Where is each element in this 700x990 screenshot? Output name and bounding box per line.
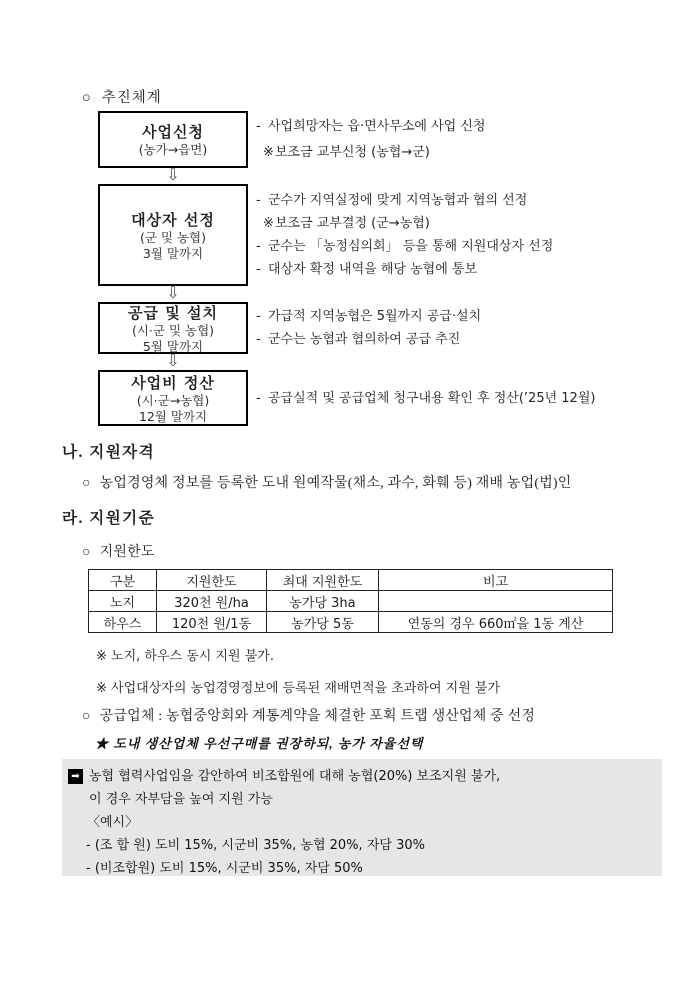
dash-marker: - <box>256 193 261 208</box>
note-text: 보조금 교부결정 (군→농협) <box>275 216 430 231</box>
table-row <box>89 612 613 633</box>
star-note: ★ 도내 생산업체 우선구매를 권장하되, 농가 자율선택 <box>95 736 424 751</box>
dash-marker: - <box>256 332 261 347</box>
limit-table <box>88 569 613 633</box>
notice-line-2: 이 경우 자부담을 높여 지원 가능 <box>89 792 273 807</box>
limit-bullet-line <box>82 541 155 561</box>
circle-bullet-icon: ○ <box>82 90 92 106</box>
note-text: 가급적 지역농협은 5월까지 공급·설치 <box>268 309 482 324</box>
notice-box <box>62 759 662 876</box>
flow-step-deadline: 3월 말까지 <box>142 245 204 261</box>
flow-step-subtitle: (시·군 및 농협) <box>131 322 215 338</box>
flow-step-selection-box <box>98 184 248 286</box>
note-line <box>256 212 553 235</box>
notice-text-1: 농협 협력사업임을 감안하여 비조합원에 대해 농협(20%) 보조지원 불가, <box>89 769 501 784</box>
flow-step-notes <box>256 387 595 410</box>
flow-step-title: 사업신청 <box>142 123 204 141</box>
table-header-cell: 지원한도 <box>157 570 267 591</box>
note-line <box>256 235 553 258</box>
qualification-section-heading: 나. 지원자격 <box>62 444 156 461</box>
table-header-cell: 비고 <box>379 570 613 591</box>
flow-step-supply <box>98 302 670 354</box>
reference-marker: ※ <box>263 216 274 231</box>
dash-marker: - <box>256 118 261 134</box>
flow-step-deadline: 5월 말까지 <box>142 338 204 354</box>
note-line <box>256 258 553 281</box>
table-cell: 노지 <box>89 591 157 612</box>
circle-bullet-icon: ○ <box>82 545 91 560</box>
flow-step-title: 사업비 정산 <box>131 373 215 392</box>
flow-step-notes <box>256 189 553 281</box>
flow-step-deadline: 12월 말까지 <box>138 408 208 424</box>
note-text: 군수는 「농정심의회」 등을 통해 지원대상자 선정 <box>268 239 554 254</box>
promotion-flowchart <box>98 111 670 426</box>
criteria-note-2: ※ 사업대상자의 농업경영정보에 등록된 재배면적을 초과하여 지원 불가 <box>96 681 501 696</box>
flow-step-application <box>98 111 670 168</box>
flow-step-application-box <box>98 111 248 168</box>
note-line <box>256 114 485 140</box>
table-header-row <box>89 570 613 591</box>
limit-label: 지원한도 <box>99 545 155 560</box>
flow-step-title: 대상자 선정 <box>131 210 215 229</box>
criteria-note-1: ※ 노지, 하우스 동시 지원 불가. <box>96 649 274 664</box>
table-header-cell: 최대 지원한도 <box>267 570 379 591</box>
circle-bullet-icon: ○ <box>82 709 91 724</box>
flow-step-subtitle: (농가→읍면) <box>138 142 208 157</box>
table-cell: 농가당 3ha <box>267 591 379 612</box>
notice-example-nonmember: - (비조합원) 도비 15%, 시군비 35%, 자담 50% <box>86 861 363 876</box>
table-cell: 농가당 5동 <box>267 612 379 633</box>
table-header-cell: 구분 <box>89 570 157 591</box>
flow-step-settlement-box <box>98 370 248 426</box>
note-line <box>256 140 485 166</box>
table-row <box>89 591 613 612</box>
reference-marker: ※ <box>263 144 274 160</box>
circle-bullet-icon: ○ <box>82 476 91 491</box>
note-text: 보조금 교부신청 (농협→군) <box>275 144 430 160</box>
note-line <box>256 328 481 351</box>
flow-step-selection <box>98 184 670 286</box>
dash-marker: - <box>256 390 261 406</box>
qualification-bullet-line <box>82 472 572 492</box>
qualification-text: 농업경영체 정보를 등록한 도내 원예작물(채소, 과수, 화훼 등) 재배 농업(법)인 <box>99 476 572 491</box>
notice-line-1 <box>71 765 654 788</box>
flow-step-subtitle: (시·군→농협) <box>136 392 210 408</box>
flow-step-notes <box>256 305 481 351</box>
note-text: 군수는 농협과 협의하여 공급 추진 <box>268 332 461 347</box>
flow-step-subtitle: (군 및 농협) <box>139 229 206 245</box>
dash-marker: - <box>256 309 261 324</box>
supplier-bullet-line <box>82 705 535 725</box>
flow-step-settlement <box>98 370 670 426</box>
dash-marker: - <box>256 262 261 277</box>
dash-marker: - <box>256 239 261 254</box>
promotion-heading-label: 추진체계 <box>101 90 162 106</box>
table-cell: 연동의 경우 660㎡을 1동 계산 <box>379 612 613 633</box>
note-text: 공급실적 및 공급업체 청구내용 확인 후 정산(’25년 12월) <box>268 390 596 406</box>
note-line <box>256 305 481 328</box>
flow-step-supply-box <box>98 302 248 354</box>
promotion-section-heading <box>82 86 162 107</box>
supplier-text: 공급업체 : 농협중앙회와 계통계약을 체결한 포획 트랩 생산업체 중 선정 <box>99 709 536 724</box>
notice-example-label: 〈예시〉 <box>87 815 139 830</box>
note-line <box>256 189 553 212</box>
notice-example-member: - (조 합 원) 도비 15%, 시군비 35%, 농협 20%, 자담 30% <box>86 838 425 853</box>
note-text: 대상자 확정 내역을 해당 농협에 통보 <box>268 262 478 277</box>
flow-step-title: 공급 및 설치 <box>128 303 218 322</box>
table-cell: 320천 원/ha <box>157 591 267 612</box>
table-cell: 120천 원/1동 <box>157 612 267 633</box>
note-line <box>256 387 595 410</box>
flow-arrow-down-icon: ⇩ <box>166 165 180 184</box>
flow-arrow-down-icon: ⇩ <box>166 351 180 370</box>
flow-arrow-down-icon: ⇩ <box>166 283 180 302</box>
black-arrow-right-icon: ➡ <box>68 769 83 784</box>
note-text: 사업희망자는 읍·면사무소에 사업 신청 <box>268 118 486 134</box>
table-cell: 하우스 <box>89 612 157 633</box>
flow-step-notes <box>256 114 485 166</box>
note-text: 군수가 지역실정에 맞게 지역농협과 협의 선정 <box>268 193 528 208</box>
criteria-section-heading: 라. 지원기준 <box>62 510 156 527</box>
table-cell <box>379 591 613 612</box>
